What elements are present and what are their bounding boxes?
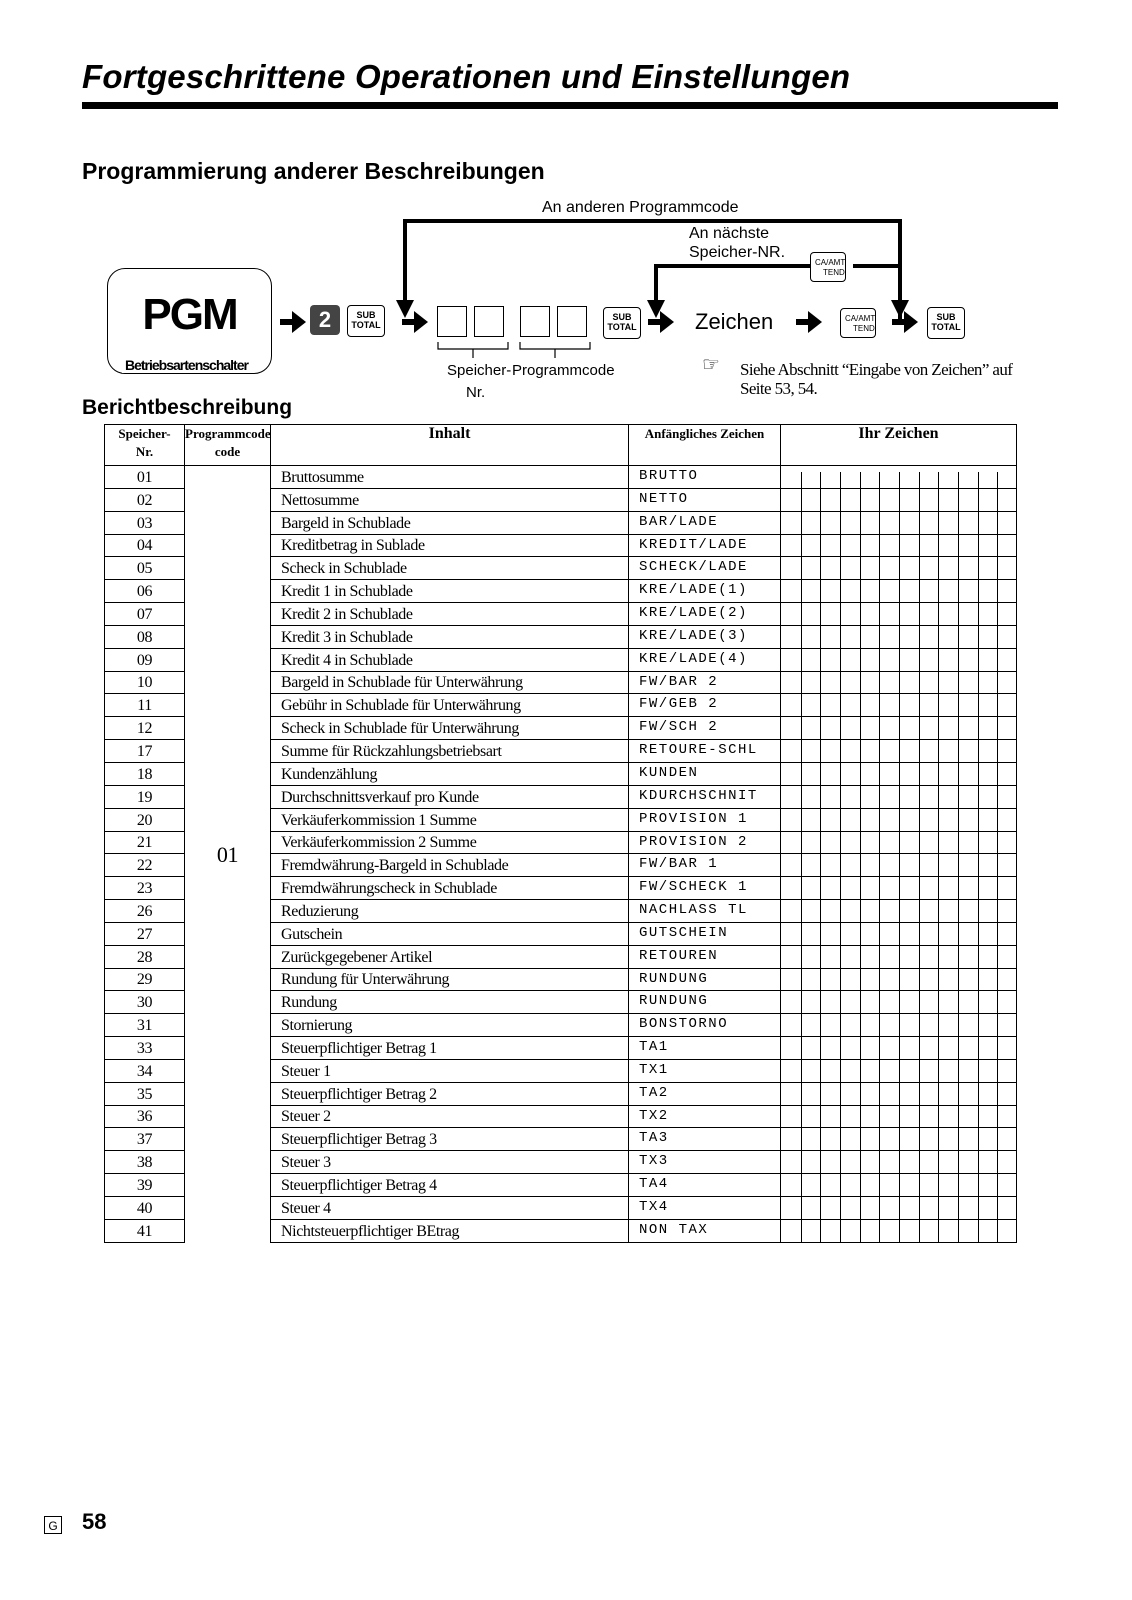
cell-ihr-zeichen[interactable] (781, 603, 1017, 626)
cell-inhalt: Kreditbetrag in Sublade (271, 534, 629, 557)
cell-inhalt: Kredit 4 in Schublade (271, 648, 629, 671)
cell-initial-character: TA3 (629, 1128, 781, 1151)
cell-ihr-zeichen[interactable] (781, 922, 1017, 945)
loop-inner-label-2: Speicher-NR. (689, 244, 786, 261)
cell-ihr-zeichen[interactable] (781, 762, 1017, 785)
cell-initial-character: RETOUREN (629, 945, 781, 968)
cell-initial-character: KDURCHSCHNIT (629, 785, 781, 808)
cell-programmcode: 01 (185, 466, 271, 1243)
cell-inhalt: Gebühr in Schublade für Unterwährung (271, 694, 629, 717)
cell-speicher-nr: 10 (105, 671, 185, 694)
cell-ihr-zeichen[interactable] (781, 648, 1017, 671)
cell-inhalt: Rundung für Unterwährung (271, 968, 629, 991)
cell-inhalt: Kredit 1 in Schublade (271, 580, 629, 603)
cell-inhalt: Steuerpflichtiger Betrag 1 (271, 1037, 629, 1060)
cell-ihr-zeichen[interactable] (781, 785, 1017, 808)
cell-ihr-zeichen[interactable] (781, 808, 1017, 831)
cell-initial-character: PROVISION 1 (629, 808, 781, 831)
cell-speicher-nr: 26 (105, 900, 185, 923)
cell-speicher-nr: 41 (105, 1219, 185, 1242)
cell-speicher-nr: 18 (105, 762, 185, 785)
cell-speicher-nr: 31 (105, 1014, 185, 1037)
cell-inhalt: Scheck in Schublade für Unterwährung (271, 717, 629, 740)
cell-ihr-zeichen[interactable] (781, 1105, 1017, 1128)
zeichen-label: Zeichen (695, 309, 774, 334)
cell-ihr-zeichen[interactable] (781, 991, 1017, 1014)
cell-inhalt: Bargeld in Schublade (271, 511, 629, 534)
cell-inhalt: Verkäuferkommission 2 Summe (271, 831, 629, 854)
cell-ihr-zeichen[interactable] (781, 1014, 1017, 1037)
report-description-table (104, 424, 1017, 1243)
digit-box (474, 306, 504, 337)
cell-initial-character: KREDIT/LADE (629, 534, 781, 557)
cell-ihr-zeichen[interactable] (781, 1219, 1017, 1242)
cell-speicher-nr: 04 (105, 534, 185, 557)
cell-speicher-nr: 37 (105, 1128, 185, 1151)
cell-speicher-nr: 07 (105, 603, 185, 626)
cell-speicher-nr: 08 (105, 625, 185, 648)
cell-initial-character: BAR/LADE (629, 511, 781, 534)
subtotal-key: SUB TOTAL (927, 307, 965, 339)
cell-ihr-zeichen[interactable] (781, 1059, 1017, 1082)
cell-speicher-nr: 28 (105, 945, 185, 968)
cell-inhalt: Steuer 2 (271, 1105, 629, 1128)
cell-ihr-zeichen[interactable] (781, 900, 1017, 923)
cell-initial-character: TX3 (629, 1151, 781, 1174)
cell-ihr-zeichen[interactable] (781, 831, 1017, 854)
cell-inhalt: Rundung (271, 991, 629, 1014)
language-marker: G (44, 1516, 62, 1534)
cell-inhalt: Durchschnittsverkauf pro Kunde (271, 785, 629, 808)
cell-inhalt: Verkäuferkommission 1 Summe (271, 808, 629, 831)
cell-inhalt: Steuer 3 (271, 1151, 629, 1174)
cell-inhalt: Scheck in Schublade (271, 557, 629, 580)
cell-initial-character: TX1 (629, 1059, 781, 1082)
digit-box (437, 306, 467, 337)
cell-initial-character: RUNDUNG (629, 968, 781, 991)
cell-inhalt: Steuer 1 (271, 1059, 629, 1082)
subtotal-key: SUB TOTAL (347, 305, 385, 337)
pgm-label: PGM (142, 290, 237, 339)
cell-ihr-zeichen[interactable] (781, 1128, 1017, 1151)
cell-ihr-zeichen[interactable] (781, 694, 1017, 717)
cell-speicher-nr: 35 (105, 1082, 185, 1105)
cell-ihr-zeichen[interactable] (781, 854, 1017, 877)
cell-initial-character: FW/BAR 1 (629, 854, 781, 877)
cell-speicher-nr: 36 (105, 1105, 185, 1128)
cell-inhalt: Bruttosumme (271, 466, 629, 489)
cell-ihr-zeichen[interactable] (781, 671, 1017, 694)
cell-initial-character: SCHECK/LADE (629, 557, 781, 580)
cell-speicher-nr: 39 (105, 1174, 185, 1197)
cell-speicher-nr: 33 (105, 1037, 185, 1060)
page-title: Fortgeschrittene Operationen und Einstellungen (82, 58, 851, 95)
header-inhalt: Inhalt (271, 425, 629, 466)
cell-initial-character: NETTO (629, 488, 781, 511)
cell-speicher-nr: 20 (105, 808, 185, 831)
cell-ihr-zeichen[interactable] (781, 717, 1017, 740)
table-header-row (105, 425, 1017, 466)
cell-ihr-zeichen[interactable] (781, 877, 1017, 900)
subsection-title: Berichtbeschreibung (82, 396, 293, 419)
cell-inhalt: Fremdwährung-Bargeld in Schublade (271, 854, 629, 877)
cell-speicher-nr: 27 (105, 922, 185, 945)
cell-initial-character: TA2 (629, 1082, 781, 1105)
cell-initial-character: KRE/LADE(4) (629, 648, 781, 671)
header-initial: Anfängliches Zeichen (629, 425, 781, 466)
cell-initial-character: BONSTORNO (629, 1014, 781, 1037)
cell-inhalt: Summe für Rückzahlungsbetriebsart (271, 740, 629, 763)
cell-initial-character: KUNDEN (629, 762, 781, 785)
cell-ihr-zeichen[interactable] (781, 1082, 1017, 1105)
loop-outer-label: An anderen Programmcode (542, 199, 739, 216)
ca-amt-tend-key: CA/AMT TEND (840, 308, 876, 338)
key-2: 2 (310, 305, 340, 335)
cell-ihr-zeichen[interactable] (781, 466, 1017, 489)
cell-inhalt: Gutschein (271, 922, 629, 945)
cell-inhalt: Reduzierung (271, 900, 629, 923)
cell-speicher-nr: 06 (105, 580, 185, 603)
cell-ihr-zeichen[interactable] (781, 580, 1017, 603)
cell-initial-character: FW/SCH 2 (629, 717, 781, 740)
speicher-caption: Speicher- (447, 362, 512, 379)
section-title: Programmierung anderer Beschreibungen (82, 158, 545, 184)
cell-initial-character: NON TAX (629, 1219, 781, 1242)
cell-speicher-nr: 12 (105, 717, 185, 740)
cell-speicher-nr: 02 (105, 488, 185, 511)
cell-initial-character: KRE/LADE(2) (629, 603, 781, 626)
cell-inhalt: Bargeld in Schublade für Unterwährung (271, 671, 629, 694)
speicher-caption-nr: Nr. (466, 384, 486, 401)
cell-initial-character: TA1 (629, 1037, 781, 1060)
cell-ihr-zeichen[interactable] (781, 740, 1017, 763)
cell-inhalt: Steuerpflichtiger Betrag 2 (271, 1082, 629, 1105)
cell-ihr-zeichen[interactable] (781, 557, 1017, 580)
cell-speicher-nr: 09 (105, 648, 185, 671)
cell-speicher-nr: 40 (105, 1197, 185, 1220)
cell-initial-character: BRUTTO (629, 466, 781, 489)
cell-speicher-nr: 17 (105, 740, 185, 763)
loop-inner-label-1: An nächste (689, 225, 770, 242)
cell-speicher-nr: 03 (105, 511, 185, 534)
cell-ihr-zeichen[interactable] (781, 1151, 1017, 1174)
cell-initial-character: TA4 (629, 1174, 781, 1197)
ca-amt-tend-key: CA/AMT TEND (810, 252, 846, 282)
cell-speicher-nr: 01 (105, 466, 185, 489)
cell-ihr-zeichen[interactable] (781, 534, 1017, 557)
header-programmcode: Programmcode code (185, 425, 271, 466)
cell-initial-character: FW/BAR 2 (629, 671, 781, 694)
cell-ihr-zeichen[interactable] (781, 511, 1017, 534)
cell-ihr-zeichen[interactable] (781, 968, 1017, 991)
cell-inhalt: Steuer 4 (271, 1197, 629, 1220)
cell-initial-character: RETOURE-SCHL (629, 740, 781, 763)
cell-speicher-nr: 23 (105, 877, 185, 900)
cell-speicher-nr: 05 (105, 557, 185, 580)
cell-inhalt: Kundenzählung (271, 762, 629, 785)
cell-inhalt: Fremdwährungscheck in Schublade (271, 877, 629, 900)
cell-speicher-nr: 29 (105, 968, 185, 991)
cell-ihr-zeichen[interactable] (781, 945, 1017, 968)
cell-speicher-nr: 34 (105, 1059, 185, 1082)
digit-box (520, 306, 550, 337)
cell-speicher-nr: 22 (105, 854, 185, 877)
cell-speicher-nr: 19 (105, 785, 185, 808)
cell-inhalt: Steuerpflichtiger Betrag 3 (271, 1128, 629, 1151)
cell-initial-character: KRE/LADE(1) (629, 580, 781, 603)
programmcode-caption: Programmcode (512, 362, 615, 379)
cell-inhalt: Nettosumme (271, 488, 629, 511)
cell-inhalt: Nichtsteuerpflichtiger BEtrag (271, 1219, 629, 1242)
cell-initial-character: KRE/LADE(3) (629, 625, 781, 648)
cell-ihr-zeichen[interactable] (781, 1174, 1017, 1197)
subtotal-key: SUB TOTAL (603, 307, 641, 339)
cell-speicher-nr: 11 (105, 694, 185, 717)
cell-inhalt: Kredit 2 in Schublade (271, 603, 629, 626)
cell-inhalt: Zurückgegebener Artikel (271, 945, 629, 968)
cell-ihr-zeichen[interactable] (781, 488, 1017, 511)
header-ihr-zeichen: Ihr Zeichen (781, 425, 1017, 466)
mode-switch-caption: Betriebsartenschalter (122, 357, 251, 373)
cell-inhalt: Kredit 3 in Schublade (271, 625, 629, 648)
cell-ihr-zeichen[interactable] (781, 1037, 1017, 1060)
note-line-2: Seite 53, 54. (740, 379, 818, 398)
cell-initial-character: GUTSCHEIN (629, 922, 781, 945)
cell-speicher-nr: 38 (105, 1151, 185, 1174)
cell-ihr-zeichen[interactable] (781, 625, 1017, 648)
cell-initial-character: RUNDUNG (629, 991, 781, 1014)
cell-initial-character: FW/GEB 2 (629, 694, 781, 717)
cell-initial-character: NACHLASS TL (629, 900, 781, 923)
page-number: 58 (82, 1509, 107, 1534)
cell-initial-character: TX4 (629, 1197, 781, 1220)
digit-box (557, 306, 587, 337)
cell-speicher-nr: 21 (105, 831, 185, 854)
cell-initial-character: TX2 (629, 1105, 781, 1128)
table-row (105, 466, 1017, 489)
pointing-hand-icon: ☞ (702, 354, 720, 376)
header-speicher-nr: Speicher- Nr. (105, 425, 185, 466)
note-line-1: Siehe Abschnitt “Eingabe von Zeichen” auf (740, 360, 1013, 379)
cell-inhalt: Steuerpflichtiger Betrag 4 (271, 1174, 629, 1197)
cell-inhalt: Stornierung (271, 1014, 629, 1037)
cell-ihr-zeichen[interactable] (781, 1197, 1017, 1220)
cell-speicher-nr: 30 (105, 991, 185, 1014)
cell-initial-character: PROVISION 2 (629, 831, 781, 854)
cell-initial-character: FW/SCHECK 1 (629, 877, 781, 900)
